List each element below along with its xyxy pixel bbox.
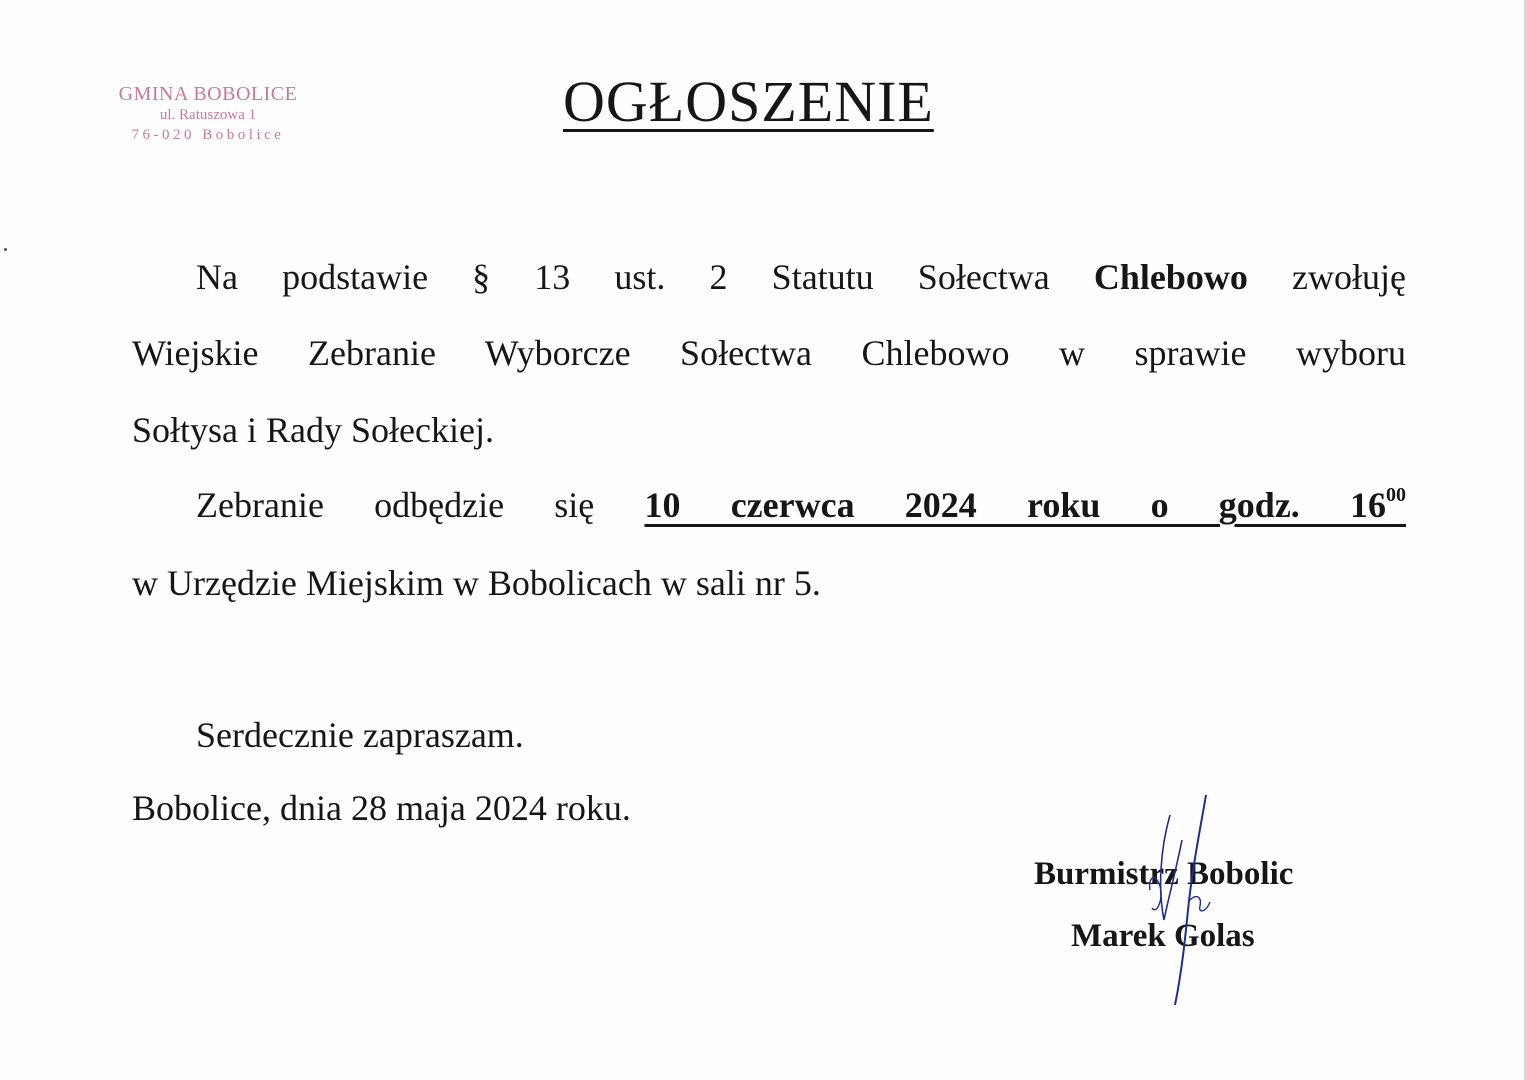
- body-line-1-end: zwołuję: [1292, 257, 1407, 297]
- signatory-title: Burmistrz Bobolic: [1034, 856, 1294, 892]
- body-line-1-text: Na podstawie § 13 ust. 2 Statutu Sołectwa: [196, 257, 1050, 297]
- meeting-time-minutes: 00: [1386, 484, 1407, 506]
- body-line-3: Sołtysa i Rady Sołeckiej.: [132, 410, 494, 450]
- body-line-1: [196, 256, 1406, 298]
- scan-speck: [4, 248, 7, 251]
- meeting-intro: Zebranie odbędzie się: [196, 485, 595, 525]
- signatory-name: Marek Golas: [1071, 918, 1255, 954]
- stamp-line-1: GMINA BOBOLICE: [118, 83, 298, 105]
- meeting-date-line: [196, 484, 1406, 526]
- meeting-date-text: 10 czerwca 2024 roku o godz. 16: [644, 485, 1387, 525]
- village-name: Chlebowo: [1093, 257, 1248, 297]
- handwritten-signature: [1130, 790, 1240, 1010]
- closing-invitation: Serdecznie zapraszam.: [196, 715, 524, 755]
- place-and-date: Bobolice, dnia 28 maja 2024 roku.: [132, 788, 631, 828]
- stamp-line-3: 76-020 Bobolice: [131, 127, 285, 143]
- document-title: OGŁOSZENIE: [563, 69, 934, 134]
- meeting-location: w Urzędzie Miejskim w Bobolicach w sali nr 5.: [132, 563, 821, 603]
- office-stamp: [98, 82, 318, 145]
- meeting-date: [644, 485, 1406, 525]
- body-line-2: Wiejskie Zebranie Wyborcze Sołectwa Chlebowo w sprawie wyboru: [132, 333, 1406, 373]
- stamp-line-2: ul. Ratuszowa 1: [159, 107, 257, 123]
